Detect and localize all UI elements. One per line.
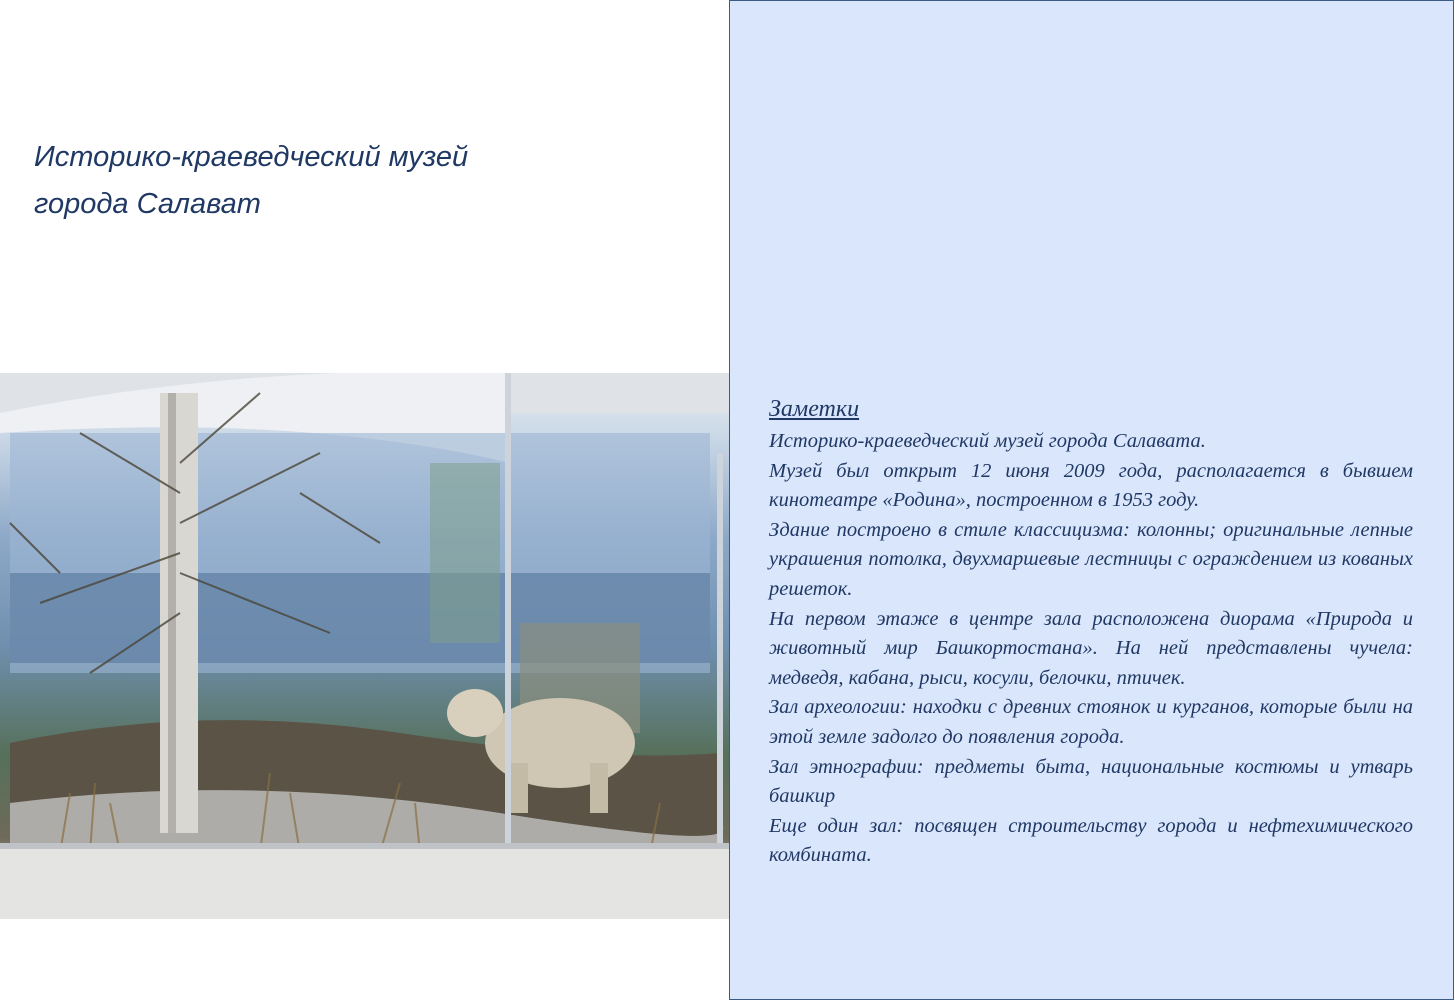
title-line-1: Историко-краеведческий музей — [34, 141, 469, 173]
title-line-2: города Салават — [34, 188, 261, 220]
notes-heading: Заметки — [769, 396, 860, 422]
page-title — [34, 134, 694, 228]
notes-paragraph: Зал археологии: находки с древних стоянок и курганов, которые были на этой земле задолго до появления города. — [769, 696, 1413, 748]
notes-paragraph: На первом этаже в центре зала расположена диорама «Природа и животный мир Башкортостана». На ней представлены чучела: медведя, кабана, рыси, косули, белочки, птичек. — [769, 607, 1413, 689]
notes-paragraph: Зал этнографии: предметы быта, национальные костюмы и утварь башкир — [769, 755, 1413, 808]
notes-section — [769, 393, 1413, 871]
diorama-illustration — [0, 373, 730, 919]
notes-paragraph: Историко-краеведческий музей города Салавата. — [769, 430, 1206, 452]
notes-paragraph: Здание построено в стиле классицизма: колонны; оригинальные лепные украшения потолка, двухмаршевые лестницы с ограждением из кованых решеток. — [769, 518, 1413, 600]
museum-diorama-photo — [0, 373, 730, 919]
notes-paragraph: Еще один зал: посвящен строительству города и нефтехимического комбината. — [769, 814, 1413, 867]
notes-paragraph: Музей был открыт 12 июня 2009 года, располагается в бывшем кинотеатре «Родина», построенном в 1953 году. — [769, 459, 1413, 512]
